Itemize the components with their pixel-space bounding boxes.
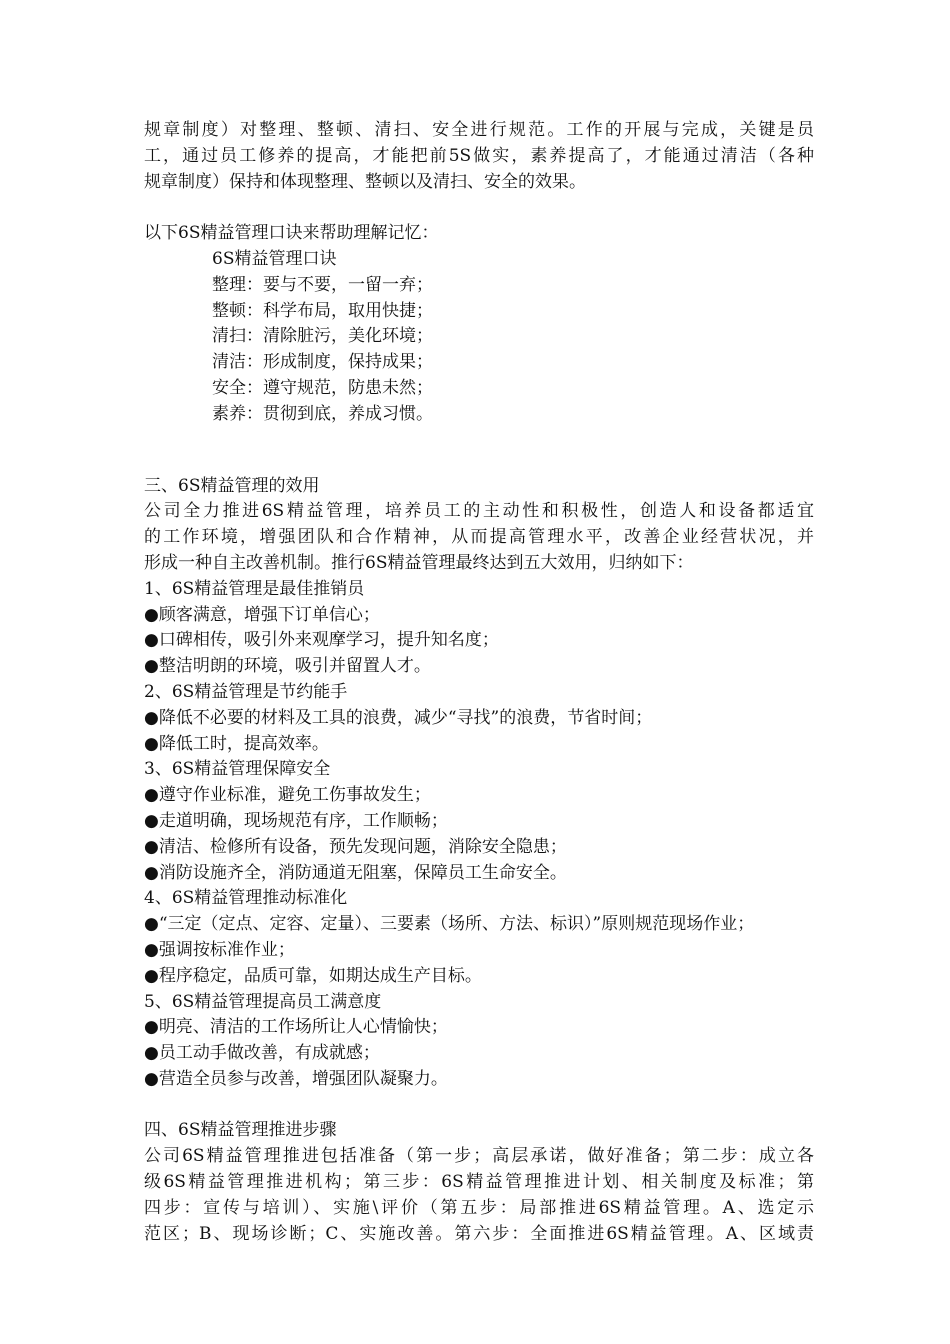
mnemonic-title: 6S精益管理口诀 bbox=[212, 248, 337, 269]
mnemonic-line: 整理：要与不要，一留一弃； bbox=[212, 274, 433, 295]
intro-line-3: 规章制度）保持和体现整理、整顿以及清扫、安全的效果。 bbox=[144, 171, 586, 192]
bullet-item: ●降低不必要的材料及工具的浪费，减少“寻找”的浪费，节省时间； bbox=[144, 707, 653, 728]
bullet-item: ●遵守作业标准，避免工伤事故发生； bbox=[144, 785, 431, 806]
bullet-item: ●整洁明朗的环境，吸引并留置人才。 bbox=[144, 656, 431, 677]
spacer bbox=[144, 428, 814, 474]
bullet-item: ●强调按标准作业； bbox=[144, 939, 295, 960]
section-paragraph-line: 形成一种自主改善机制。推行6S精益管理最终达到五大效用，归纳如下： bbox=[144, 552, 694, 573]
mnemonic-line: 清扫：清除脏污，美化环境； bbox=[212, 326, 433, 347]
bullet-item: ●降低工时，提高效率。 bbox=[144, 733, 329, 754]
item-title: 3、6S精益管理保障安全 bbox=[144, 759, 331, 780]
bullet-item: ●营造全员参与改善，增强团队凝聚力。 bbox=[144, 1068, 448, 1089]
bullet-item: ●员工动手做改善，有成就感； bbox=[144, 1043, 380, 1064]
bullet-item: ●走道明确，现场规范有序，工作顺畅； bbox=[144, 810, 448, 831]
section-paragraph-line: 公司全力推进6S精益管理，培养员工的主动性和积极性，创造人和设备都适宜 bbox=[144, 501, 814, 522]
mnemonic-line: 素养：贯彻到底，养成习惯。 bbox=[212, 403, 433, 424]
bullet-item: ●消防设施齐全，消防通道无阻塞，保障员工生命安全。 bbox=[144, 862, 567, 883]
document-page bbox=[144, 118, 814, 1247]
section-heading: 三、6S精益管理的效用 bbox=[144, 475, 320, 496]
bullet-item: ●明亮、清洁的工作场所让人心情愉快； bbox=[144, 1017, 448, 1038]
mnemonic-line: 清洁：形成制度，保持成果； bbox=[212, 352, 433, 373]
section-paragraph-line: 四步：宣传与培训）、实施\评价（第五步：局部推进6S精益管理。A、选定示 bbox=[144, 1197, 814, 1218]
section-paragraph-line: 公司6S精益管理推进包括准备（第一步；高层承诺，做好准备；第二步：成立各 bbox=[144, 1146, 814, 1167]
mnemonic-line: 整顿：科学布局，取用快捷； bbox=[212, 300, 433, 321]
bullet-item: ●程序稳定，品质可靠，如期达成生产目标。 bbox=[144, 965, 482, 986]
intro-line-2: 工，通过员工修养的提高，才能把前5S做实，素养提高了，才能通过清洁（各种 bbox=[144, 145, 814, 166]
section-paragraph-line: 级6S精益管理推进机构；第三步：6S精益管理推进计划、相关制度及标准；第 bbox=[144, 1172, 814, 1193]
item-title: 5、6S精益管理提高员工满意度 bbox=[144, 991, 382, 1012]
mnemonic-lead: 以下6S精益管理口诀来帮助理解记忆： bbox=[144, 223, 439, 244]
item-title: 4、6S精益管理推动标准化 bbox=[144, 888, 348, 909]
section-paragraph-line: 范区；B、现场诊断；C、实施改善。第六步：全面推进6S精益管理。A、区域责 bbox=[144, 1223, 814, 1244]
bullet-item: ●“三定（定点、定容、定量）、三要素（场所、方法、标识）”原则规范现场作业； bbox=[144, 914, 755, 935]
section-heading: 四、6S精益管理推进步骤 bbox=[144, 1120, 337, 1141]
intro-line-1: 规章制度）对整理、整顿、清扫、安全进行规范。工作的开展与完成，关键是员 bbox=[144, 120, 814, 140]
spacer bbox=[144, 1093, 814, 1119]
bullet-item: ●清洁、检修所有设备，预先发现问题，消除安全隐患； bbox=[144, 836, 567, 857]
mnemonic-line: 安全：遵守规范，防患未然； bbox=[212, 377, 433, 398]
bullet-item: ●顾客满意，增强下订单信心； bbox=[144, 604, 380, 625]
section-paragraph-line: 的工作环境，增强团队和合作精神，从而提高管理水平，改善企业经营状况，并 bbox=[144, 527, 814, 548]
bullet-item: ●口碑相传，吸引外来观摩学习，提升知名度； bbox=[144, 630, 499, 651]
item-title: 1、6S精益管理是最佳推销员 bbox=[144, 578, 365, 599]
item-title: 2、6S精益管理是节约能手 bbox=[144, 681, 348, 702]
spacer bbox=[144, 195, 814, 221]
